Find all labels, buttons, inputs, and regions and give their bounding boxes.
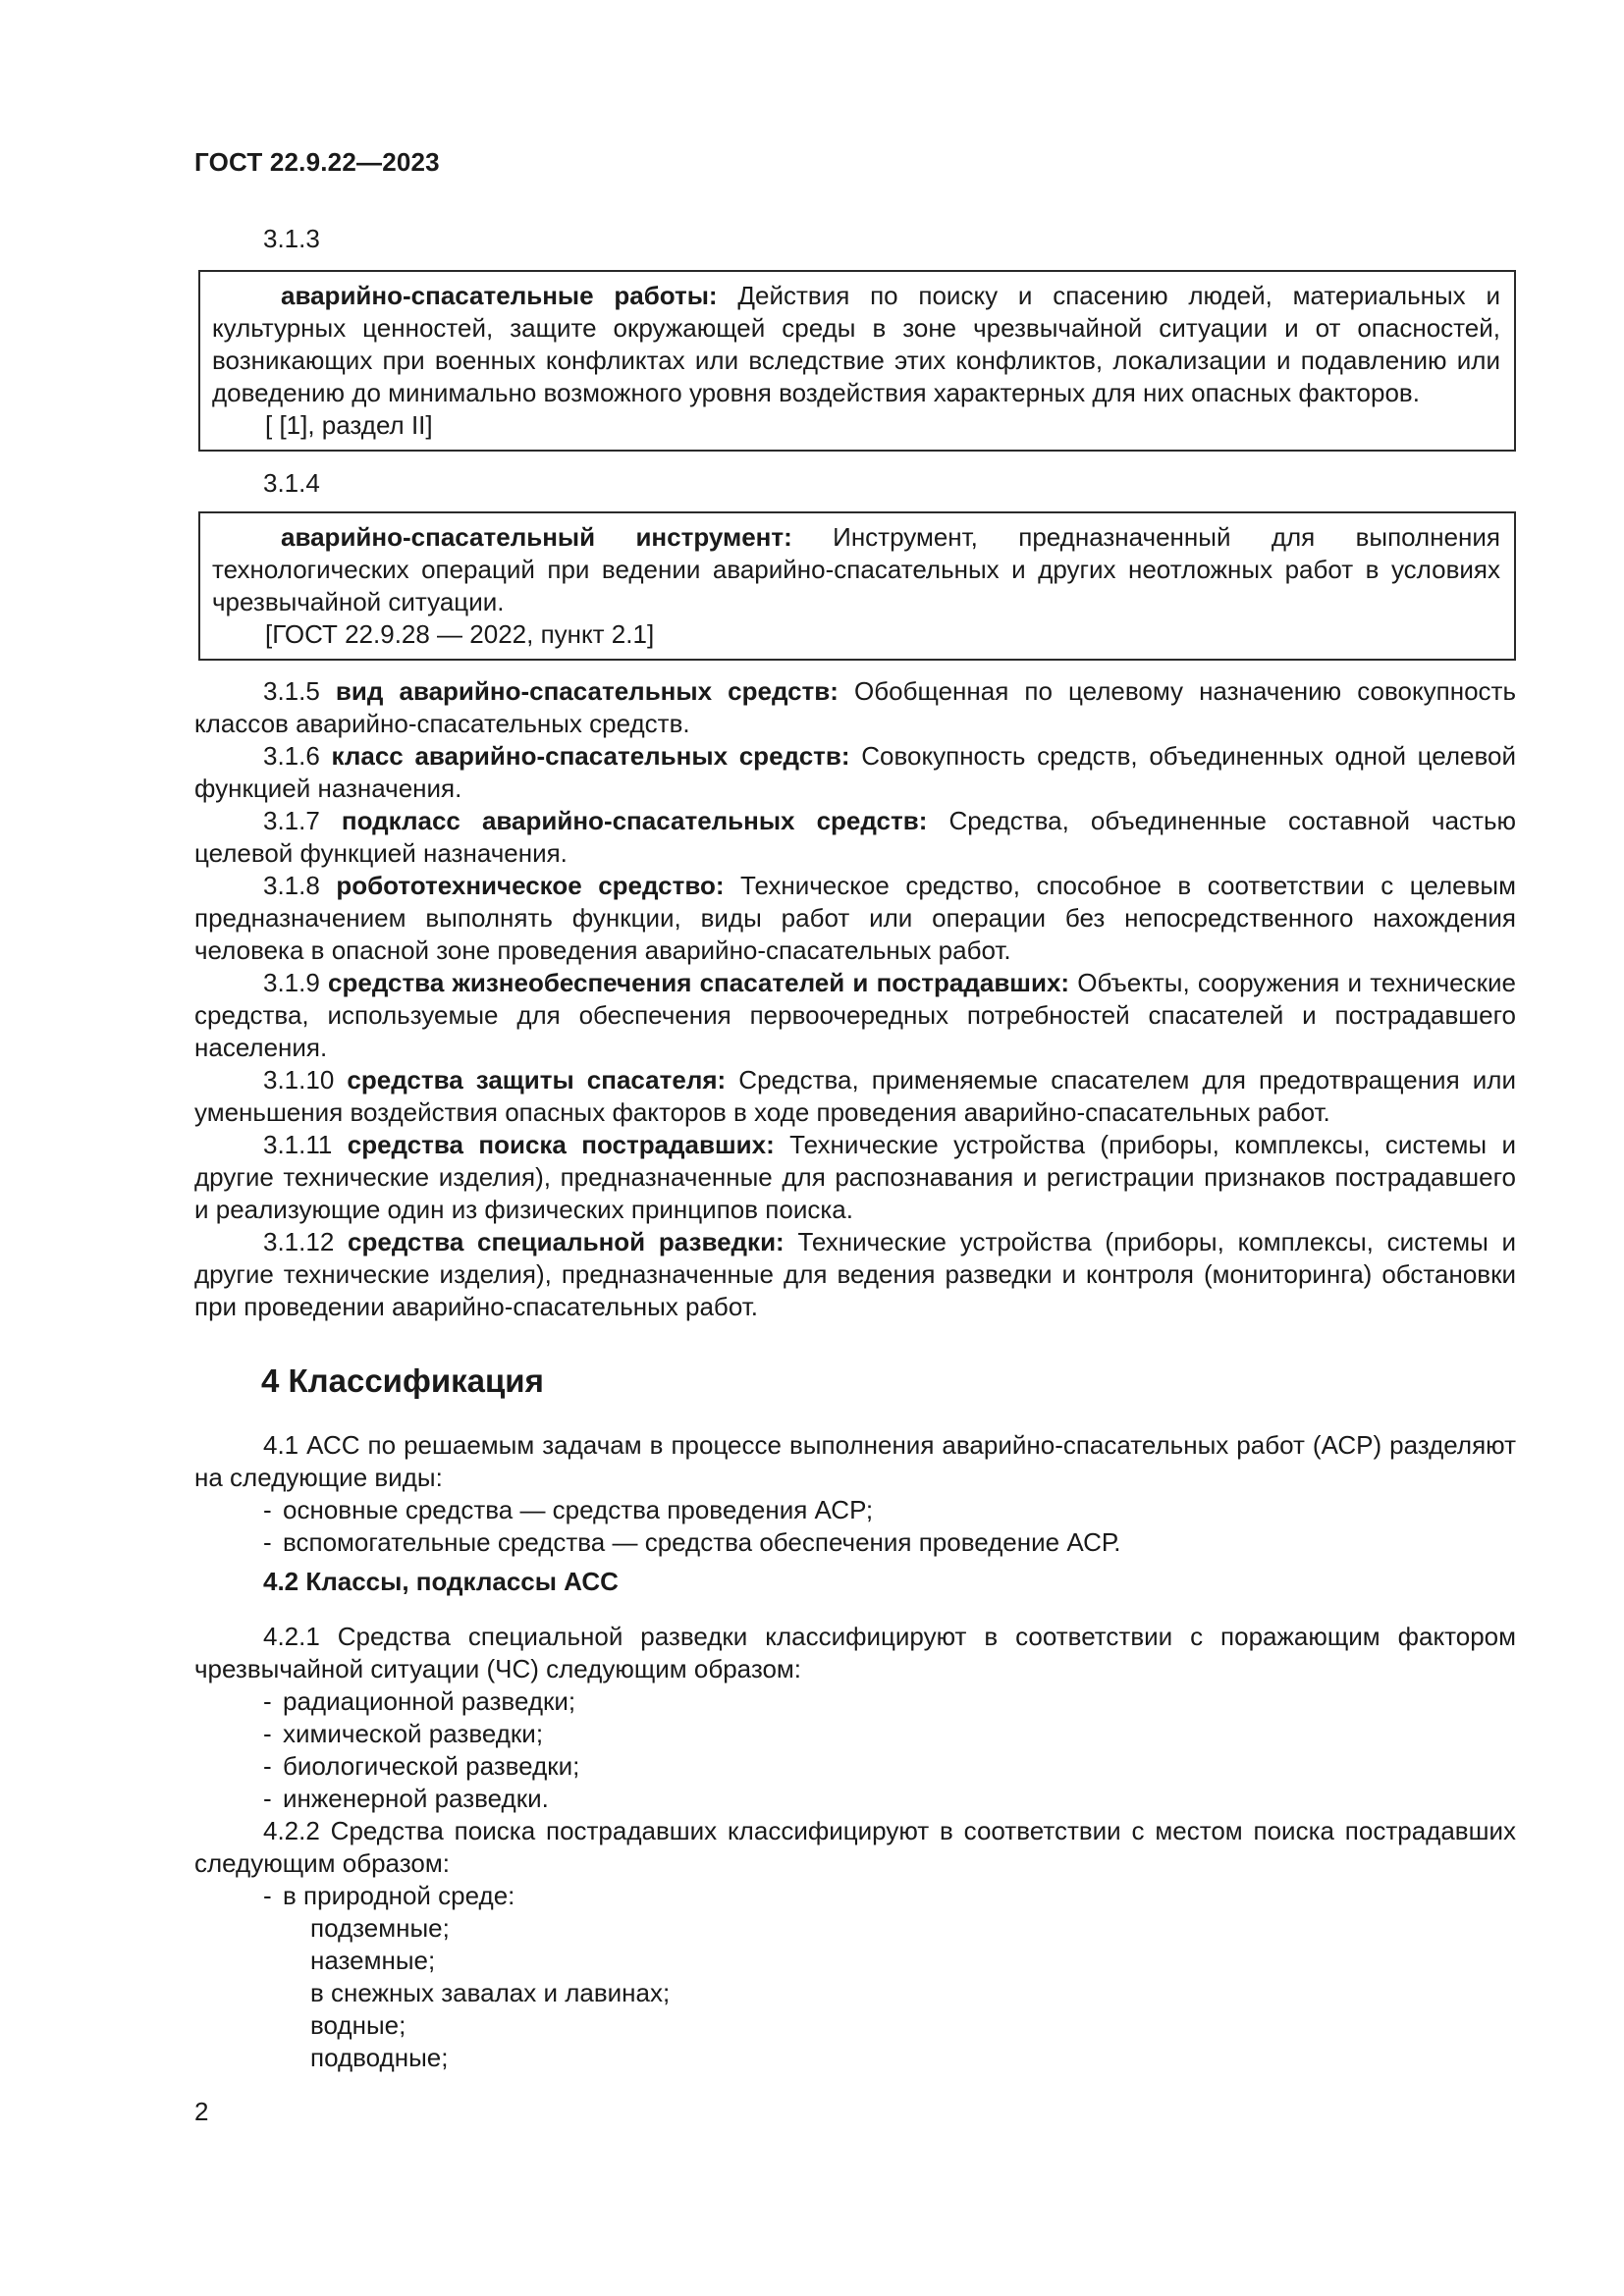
term-name: подкласс аварийно-спасательных средств: xyxy=(341,806,928,835)
term-text: Инструмент, предназначенный для выполнения технологических операций при ведении аварийно-спасательных и других неотложных работ в условиях чрезвычайной ситуации. xyxy=(212,522,1501,616)
subsection-title: 4.2 Классы, подклассы АСС xyxy=(263,1567,619,1596)
term-name: робототехническое средство: xyxy=(336,871,725,900)
term-number: 3.1.7 xyxy=(263,806,320,835)
term-number: 3.1.9 xyxy=(263,968,320,997)
list-item xyxy=(194,1750,1516,1783)
term-name: вид аварийно-спасательных средств: xyxy=(335,676,839,706)
dash-bullet: - xyxy=(263,1686,272,1716)
sub-list-item: водные; xyxy=(310,2010,406,2040)
term-text: Объекты, сооружения и технические средства, используемые для обеспечения первоочередных потребностей спасателей и пострадавшего населения. xyxy=(194,968,1517,1062)
paragraph-4-2-1: 4.2.1 Средства специальной разведки классифицируют в соответствии с поражающим фактором чрезвычайной ситуации (ЧС) следующим образом: xyxy=(194,1622,1516,1683)
list-item xyxy=(194,1685,1516,1718)
section-4-2 xyxy=(194,1621,1516,2074)
term-text: Совокупность средств, объединенных одной целевой функцией назначения. xyxy=(194,741,1516,803)
list-item-text: радиационной разведки; xyxy=(283,1686,576,1716)
paragraph-4-2-2: 4.2.2 Средства поиска пострадавших классифицируют в соответствии с местом поиска пострадавших следующим образом: xyxy=(194,1816,1516,1878)
section-4-1 xyxy=(194,1429,1516,1559)
term-paragraph xyxy=(194,967,1516,1064)
term-number: 3.1.11 xyxy=(263,1130,333,1159)
term-name: аварийно-спасательный инструмент: xyxy=(281,522,792,552)
term-box xyxy=(198,511,1516,661)
term-paragraph xyxy=(194,675,1516,740)
term-source: [ГОСТ 22.9.28 — 2022, пункт 2.1] xyxy=(265,619,655,649)
term-paragraph xyxy=(194,1129,1516,1226)
list-item-text: инженерной разведки. xyxy=(283,1784,549,1813)
term-number: 3.1.3 xyxy=(263,224,320,253)
sub-list-item: подводные; xyxy=(310,2043,449,2072)
list-item xyxy=(194,1718,1516,1750)
dash-bullet: - xyxy=(263,1784,272,1813)
list-item-text: биологической разведки; xyxy=(283,1751,580,1781)
sub-list-item: в снежных завалах и лавинах; xyxy=(310,1978,671,2007)
term-name: средства специальной разведки: xyxy=(348,1227,785,1256)
list-item xyxy=(194,1783,1516,1815)
sub-list-item: наземные; xyxy=(310,1946,436,1975)
term-text: Техническое средство, способное в соответствии с целевым предназначением выполнять функции, виды работ или операции без непосредственного нахождения человека в опасной зоне проведения аварийно-спасательных работ. xyxy=(194,871,1516,965)
term-source: [ [1], раздел II] xyxy=(265,410,433,440)
term-number: 3.1.10 xyxy=(263,1065,335,1095)
term-paragraph xyxy=(194,1064,1516,1129)
term-name: аварийно-спасательные работы: xyxy=(281,281,718,310)
term-text: Технические устройства (приборы, комплексы, системы и другие технические изделия), предназначенные для ведения разведки и контроля (мониторинга) обстановки при проведении аварийно-спасательных работ. xyxy=(194,1227,1517,1321)
section-title: 4 Классификация xyxy=(261,1362,544,1399)
term-paragraph xyxy=(194,870,1516,967)
list-item-text: химической разведки; xyxy=(283,1719,544,1748)
term-name: класс аварийно-спасательных средств: xyxy=(331,741,850,771)
dash-bullet: - xyxy=(263,1719,272,1748)
list-item-text: в природной среде: xyxy=(283,1881,515,1910)
term-name: средства защиты спасателя: xyxy=(347,1065,727,1095)
term-text: Действия по поиску и спасению людей, материальных и культурных ценностей, защите окружающей среды в зоне чрезвычайной ситуации и от опасностей, возникающих при военных конфликтах или вследствие этих конфликтов, локализации и подавлению или доведению до минимально возможного уровня воздействия характерных для них опасных факторов. xyxy=(212,281,1500,407)
sub-list-item: подземные; xyxy=(310,1913,450,1943)
page-number: 2 xyxy=(194,2097,209,2126)
term-box xyxy=(198,270,1516,452)
term-paragraph xyxy=(194,740,1516,805)
dash-bullet: - xyxy=(263,1527,272,1557)
term-text: Средства, объединенные составной частью целевой функцией назначения. xyxy=(194,806,1517,868)
term-name: средства поиска пострадавших: xyxy=(347,1130,775,1159)
paragraph-4-1: 4.1 АСС по решаемым задачам в процессе выполнения аварийно-спасательных работ (АСР) разделяют на следующие виды: xyxy=(194,1430,1516,1492)
term-number: 3.1.5 xyxy=(263,676,320,706)
term-paragraph xyxy=(194,805,1516,870)
term-text: Обобщенная по целевому назначению совокупность классов аварийно-спасательных средств. xyxy=(194,676,1516,738)
document-header: ГОСТ 22.9.22—2023 xyxy=(194,147,440,177)
list-item xyxy=(194,1526,1516,1559)
dash-bullet: - xyxy=(263,1495,272,1524)
term-definition xyxy=(212,280,1500,409)
list-item xyxy=(194,1494,1516,1526)
dash-bullet: - xyxy=(263,1881,272,1910)
term-name: средства жизнеобеспечения спасателей и пострадавших: xyxy=(328,968,1070,997)
term-number: 3.1.12 xyxy=(263,1227,335,1256)
terms-list xyxy=(194,675,1516,1323)
term-number: 3.1.4 xyxy=(263,468,320,498)
term-paragraph xyxy=(194,1226,1516,1323)
list-item xyxy=(194,1880,1516,1912)
list-item-text: вспомогательные средства — средства обеспечения проведение АСР. xyxy=(283,1527,1121,1557)
term-text: Технические устройства (приборы, комплексы, системы и другие технические изделия), предназначенные для распознавания и регистрации признаков пострадавшего и реализующие один из физических принципов поиска. xyxy=(194,1130,1516,1224)
term-number: 3.1.6 xyxy=(263,741,320,771)
term-definition xyxy=(212,521,1500,618)
list-item-text: основные средства — средства проведения АСР; xyxy=(283,1495,874,1524)
term-text: Средства, применяемые спасателем для предотвращения или уменьшения воздействия опасных факторов в ходе проведения аварийно-спасательных работ. xyxy=(194,1065,1516,1127)
dash-bullet: - xyxy=(263,1751,272,1781)
term-number: 3.1.8 xyxy=(263,871,320,900)
